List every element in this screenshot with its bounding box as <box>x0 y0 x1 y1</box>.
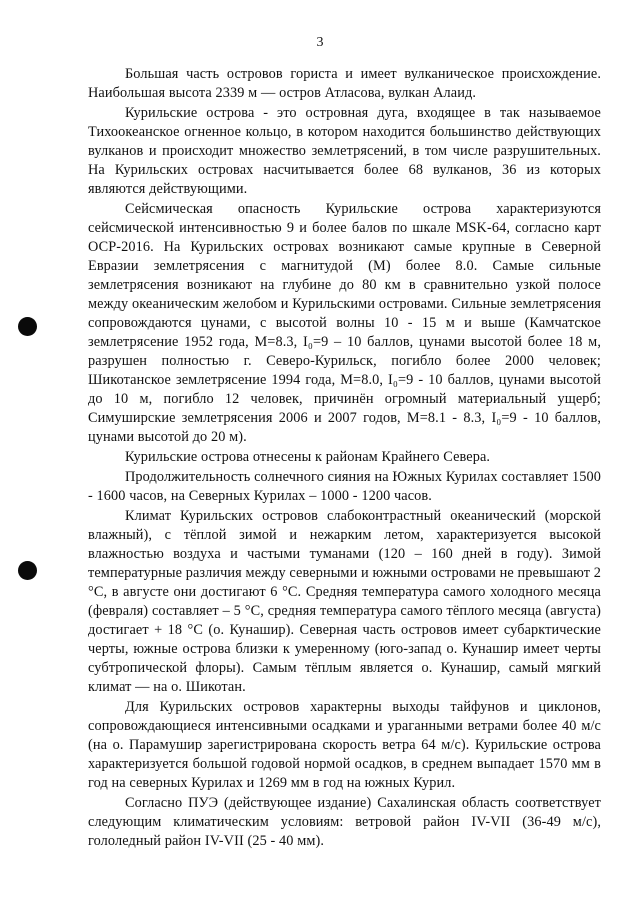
paragraph-climate: Климат Курильских островов слабоконтрастный океанический (морской влажный), с тёплой зимой и нежарким летом, характеризуется высокой влажностью воздуха и частыми туманами (120 – 160 дней в году). Зимой температурные различия между северными и южными островами не превышают 2 °С, в августе они достигают 6 °С. Средняя температура самого холодного месяца (февраля) составляет – 5 °С, средняя температура самого тёплого месяца (августа) достигает + 18 °С (о. Кунашир). Северная часть островов имеет субарктические черты, южные острова близки к умеренному (юго-запад о. Кунашир имеет черты субтропической флоры). Самым тёплым является о. Кунашир, самый мягкий климат — на о. Шикотан. <box>88 508 601 695</box>
punch-hole-mark <box>18 317 37 336</box>
document-body <box>88 65 601 852</box>
paragraph-volcanic-arc: Курильские острова - это островная дуга, входящее в так называемое Тихоокеанское огненное кольцо, в котором находится большинство действующих вулканов и происходит множество землетрясений, в том числе разрушительных. На Курильских островах насчитывается более 68 вулканов, 36 из которых являются действующими. <box>88 105 601 197</box>
paragraph-typhoons: Для Курильских островов характерны выходы тайфунов и циклонов, сопровождающиеся интенсивными осадками и ураганными ветрами более 40 м/с (на о. Парамушир зарегистрирована скорость ветра 64 м/с). Курильские острова характеризуется большой годовой нормой осадков, в среднем выпадает 1570 мм в год на северных Курилах и 1269 мм в год на южных Курил. <box>88 699 601 791</box>
paragraph-sunshine: Продолжительность солнечного сияния на Южных Курилах составляет 1500 - 1600 часов, на Северных Курилах – 1000 - 1200 часов. <box>88 469 601 504</box>
paragraph-pue-conditions: Согласно ПУЭ (действующее издание) Сахалинская область соответствует следующим климатическим условиям: ветровой район IV-VII (36-49 м/с), гололедный район IV-VII (25 - 40 мм). <box>88 795 601 849</box>
paragraph-seismic-hazard: Сейсмическая опасность Курильские острова характеризуются сейсмической интенсивностью 9 и более балов по шкале MSK-64, согласно карт ОСР-2016. На Курильских островах возникают самые крупные в Северной Евразии землетрясения с магнитудой (М) более 8.0. Самые сильные землетрясения возникают на глубине до 80 км в сравнительно узкой полосе между океаническим желобом и Курильскими островами. Сильные землетрясения сопровождаются цунами, с высотой волны 10 - 15 м и выше (Камчатское землетрясение 1952 года, М=8.3, I₀=9 – 10 баллов, цунами высотой более 18 м, разрушен полностью г. Северо-Курильск, погибло более 2000 человек; Шикотанское землетрясение 1994 года, М=8.0, I₀=9 - 10 баллов, цунами высотой до 10 м, погибло 12 человек, причинён огромный материальный ущерб; Симуширские землетрясения 2006 и 2007 годов, М=8.1 - 8.3, I₀=9 - 10 баллов, цунами высотой до 20 м). <box>88 201 601 445</box>
paragraph-relief: Большая часть островов гориста и имеет вулканическое происхождение. Наибольшая высота 2339 м — остров Атласова, вулкан Алаид. <box>88 66 601 101</box>
page-number: 3 <box>316 35 324 50</box>
paragraph-far-north: Курильские острова отнесены к районам Крайнего Севера. <box>125 449 491 465</box>
punch-hole-mark <box>18 561 37 580</box>
